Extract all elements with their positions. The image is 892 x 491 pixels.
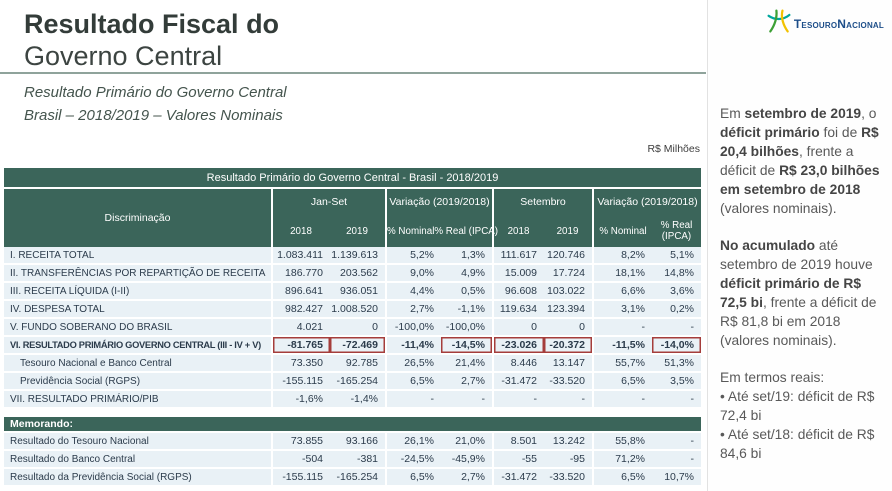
group-label-jan-set: Jan-Set: [310, 196, 348, 208]
text: Em termos reais:: [720, 370, 825, 385]
page-title: [24, 8, 279, 72]
subcolumn-2019: 2019: [346, 225, 368, 237]
row-value: 8,2%: [621, 249, 645, 261]
row-value: -155.115: [282, 471, 323, 483]
bold-text: R$ 20,4 bilhões: [720, 125, 879, 159]
row-value: 3,6%: [670, 285, 694, 297]
commentary-sidebar: [707, 0, 892, 491]
row-value: 6,5%: [410, 471, 434, 483]
memo-header: Memorando:: [4, 417, 701, 433]
row-value: 3,5%: [670, 375, 694, 387]
memo-body: [4, 433, 701, 487]
row-value: 18,1%: [615, 267, 645, 279]
subtitle: [24, 81, 287, 127]
row-value: 6,5%: [621, 375, 645, 387]
row-value: 0,5%: [441, 283, 494, 299]
row-value: 13.147: [544, 355, 594, 371]
row-value: -31.472: [501, 375, 537, 387]
row-value: -33.520: [544, 469, 594, 485]
table-row: [4, 265, 701, 283]
fiscal-table: [4, 168, 701, 487]
row-value: -95: [544, 451, 594, 467]
row-value: 5,2%: [410, 249, 434, 261]
row-value: 71,2%: [615, 453, 645, 465]
row-value: -11,4%: [401, 339, 434, 351]
row-value: 73.855: [290, 435, 323, 447]
row-label: Resultado do Tesouro Nacional: [4, 433, 273, 449]
row-value: 4,4%: [410, 285, 434, 297]
row-value: 55,7%: [615, 357, 645, 369]
row-value: 0,2%: [670, 303, 694, 315]
subcolumn-real-ipca: % Real (IPCA): [660, 220, 693, 242]
table-row: [4, 469, 701, 487]
table-row: [4, 433, 701, 451]
bold-text: R$ 23,0 bilhões em setembro de 2018: [720, 163, 880, 197]
tesouro-nacional-logo: [766, 8, 884, 39]
row-value: 21,0%: [441, 433, 494, 449]
row-label: VI. RESULTADO PRIMÁRIO GOVERNO CENTRAL (III - IV + V): [4, 337, 273, 353]
row-value: 26,1%: [404, 435, 434, 447]
column-group-setembro: [494, 189, 594, 247]
row-value: -31.472: [501, 471, 537, 483]
subcolumns: [273, 215, 385, 247]
table-row: [4, 283, 701, 301]
row-value: -1,4%: [330, 391, 387, 407]
bold-text: setembro de 2019: [744, 106, 862, 121]
row-value: 14,8%: [664, 267, 694, 279]
table-row: [4, 355, 701, 373]
text: , o: [861, 106, 877, 121]
row-value: -14,5%: [441, 337, 494, 353]
row-value: 51,3%: [664, 357, 694, 369]
logo-wordmark: TesouroNacional: [793, 16, 884, 31]
row-value: 1.008.520: [330, 301, 387, 317]
row-value: 103.022: [544, 283, 594, 299]
row-value: -24,5%: [400, 453, 434, 465]
row-value: 93.166: [330, 433, 387, 449]
subcolumn-2018: 2018: [290, 225, 312, 237]
row-value: 15.009: [504, 267, 537, 279]
logo-star-icon: [766, 8, 792, 39]
row-label: VII. RESULTADO PRIMÁRIO/PIB: [4, 391, 273, 407]
group-label-variacao-1: Variação (2019/2018): [389, 196, 490, 208]
text: (valores nominais).: [720, 201, 837, 216]
subcolumns: [494, 215, 592, 247]
row-value: 10,7%: [664, 471, 694, 483]
group-label-setembro: Setembro: [520, 196, 566, 208]
row-value: -: [690, 393, 694, 405]
bold-text: No acumulado: [720, 238, 816, 253]
sidebar-paragraphs: [720, 104, 884, 481]
table-row: [4, 451, 701, 469]
row-value: -23.026: [494, 337, 544, 353]
row-value: -: [690, 321, 694, 333]
row-value: -: [641, 321, 645, 333]
row-label: II. TRANSFERÊNCIAS POR REPARTIÇÃO DE RECEITA: [4, 265, 273, 281]
row-value: 8.446: [510, 357, 537, 369]
row-value: 26,5%: [404, 357, 434, 369]
row-value: -: [544, 391, 594, 407]
text: , frente a déficit de: [720, 144, 854, 178]
row-value: -45,9%: [441, 451, 494, 467]
row-value: -100,0%: [394, 321, 434, 333]
row-value: 3,1%: [621, 303, 645, 315]
subcolumn-2018: 2018: [507, 225, 530, 237]
row-value: 13.242: [544, 433, 594, 449]
table-title: Resultado Primário do Governo Central - Brasil - 2018/2019: [4, 168, 701, 189]
row-value: -1,6%: [295, 393, 323, 405]
row-value: 1,3%: [441, 247, 494, 263]
subcolumns: [594, 215, 701, 247]
table-row: [4, 301, 701, 319]
row-value: 6,5%: [410, 375, 434, 387]
row-value: 5,1%: [670, 249, 694, 261]
text: até setembro de 2019 houve: [720, 238, 873, 272]
row-value: -100,0%: [441, 319, 494, 335]
text: foi de: [819, 125, 862, 140]
title-line-1: Resultado Fiscal do: [24, 9, 280, 39]
table-body: [4, 247, 701, 409]
row-value: -: [430, 393, 434, 405]
table-row: [4, 247, 701, 265]
row-value: -504: [301, 453, 323, 465]
row-value: 73.350: [290, 357, 323, 369]
column-group-variacao-2: [594, 189, 701, 247]
row-value: -14,0%: [652, 337, 701, 353]
row-value: 6,5%: [621, 471, 645, 483]
text: • Até set/18: déficit de R$ 84,6 bi: [720, 427, 875, 461]
row-label: Resultado do Banco Central: [4, 451, 273, 467]
column-header-discriminacao: Discriminação: [4, 189, 273, 247]
row-value: -165.254: [330, 373, 387, 389]
row-value: 1.139.613: [330, 247, 387, 263]
subcolumns: [387, 215, 499, 247]
row-value: 896.641: [285, 285, 323, 297]
row-label: IV. DESPESA TOTAL: [4, 301, 273, 317]
row-value: 8.501: [510, 435, 537, 447]
row-value: 982.427: [285, 303, 323, 315]
row-value: -155.115: [282, 375, 323, 387]
row-value: 55,8%: [615, 435, 645, 447]
row-value: -165.254: [330, 469, 387, 485]
row-label: Previdência Social (RGPS): [4, 373, 273, 389]
row-value: 119.634: [499, 303, 537, 315]
row-value: -: [441, 391, 494, 407]
subtitle-line-2: Brasil – 2018/2019 – Valores Nominais: [24, 107, 283, 124]
table-row: [4, 391, 701, 409]
row-value: 21,4%: [441, 355, 494, 371]
subcolumn-2019: 2019: [556, 225, 579, 237]
row-value: -72.469: [330, 337, 387, 353]
row-label: Tesouro Nacional e Banco Central: [4, 355, 273, 371]
row-value: -1,1%: [441, 301, 494, 317]
row-value: -381: [330, 451, 387, 467]
row-value: 2,7%: [441, 469, 494, 485]
row-value: 2,7%: [410, 303, 434, 315]
row-value: -: [641, 393, 645, 405]
row-value: -55: [521, 453, 537, 465]
row-value: 6,6%: [621, 285, 645, 297]
row-label: III. RECEITA LÍQUIDA (I-II): [4, 283, 273, 299]
table-row: [4, 373, 701, 391]
row-value: -11,5%: [612, 339, 645, 351]
row-value: 120.746: [544, 247, 594, 263]
subcolumn-nominal: % Nominal: [387, 225, 435, 237]
row-value: 936.051: [330, 283, 387, 299]
row-value: 0: [531, 321, 537, 333]
row-value: -: [533, 393, 537, 405]
row-label: V. FUNDO SOBERANO DO BRASIL: [4, 319, 273, 335]
table-header: [4, 189, 701, 247]
table-row: [4, 319, 701, 337]
row-value: 4,9%: [441, 265, 494, 281]
text: Em: [720, 106, 745, 121]
units-label: R$ Milhões: [647, 143, 700, 155]
row-value: -: [690, 453, 694, 465]
title-line-2: Governo Central: [24, 41, 223, 71]
row-value: 9,0%: [410, 267, 434, 279]
subcolumn-nominal: % Nominal: [599, 225, 647, 237]
row-value: -33.520: [544, 373, 594, 389]
sidebar-paragraph: [720, 104, 884, 218]
row-value: 203.562: [330, 265, 387, 281]
row-label: Resultado da Previdência Social (RGPS): [4, 469, 273, 485]
subtitle-line-1: Resultado Primário do Governo Central: [24, 84, 287, 101]
row-value: 2,7%: [441, 373, 494, 389]
row-value: 123.394: [544, 301, 594, 317]
row-label: I. RECEITA TOTAL: [4, 247, 273, 263]
sidebar-paragraph: [720, 236, 884, 350]
column-group-jan-set: [273, 189, 387, 247]
row-value: 96.608: [504, 285, 537, 297]
bold-text: déficit primário de R$ 72,5 bi: [720, 276, 862, 310]
subcolumn-real-ipca: % Real (IPCA): [434, 225, 499, 237]
column-group-variacao-1: [387, 189, 499, 247]
row-value: -20.372: [544, 337, 594, 353]
bold-text: déficit primário: [720, 125, 820, 140]
table-row: [4, 337, 701, 355]
sidebar-paragraph: [720, 368, 884, 463]
row-value: 92.785: [330, 355, 387, 371]
row-value: 111.617: [500, 249, 537, 261]
row-value: 4.021: [296, 321, 323, 333]
row-value: -: [690, 435, 694, 447]
row-value: 1.083.411: [277, 249, 323, 261]
title-divider: [0, 72, 706, 74]
row-value: 17.724: [544, 265, 594, 281]
text: • Até set/19: déficit de R$ 72,4 bi: [720, 389, 875, 423]
row-value: 186.770: [285, 267, 323, 279]
row-value: -81.765: [273, 337, 330, 353]
table-gap: [4, 409, 701, 417]
row-value: 0: [544, 319, 594, 335]
text: , frente a déficit de R$ 81,8 bi em 2018 (valores nominais).: [720, 295, 877, 348]
row-value: 0: [330, 319, 387, 335]
group-label-variacao-2: Variação (2019/2018): [597, 196, 698, 208]
